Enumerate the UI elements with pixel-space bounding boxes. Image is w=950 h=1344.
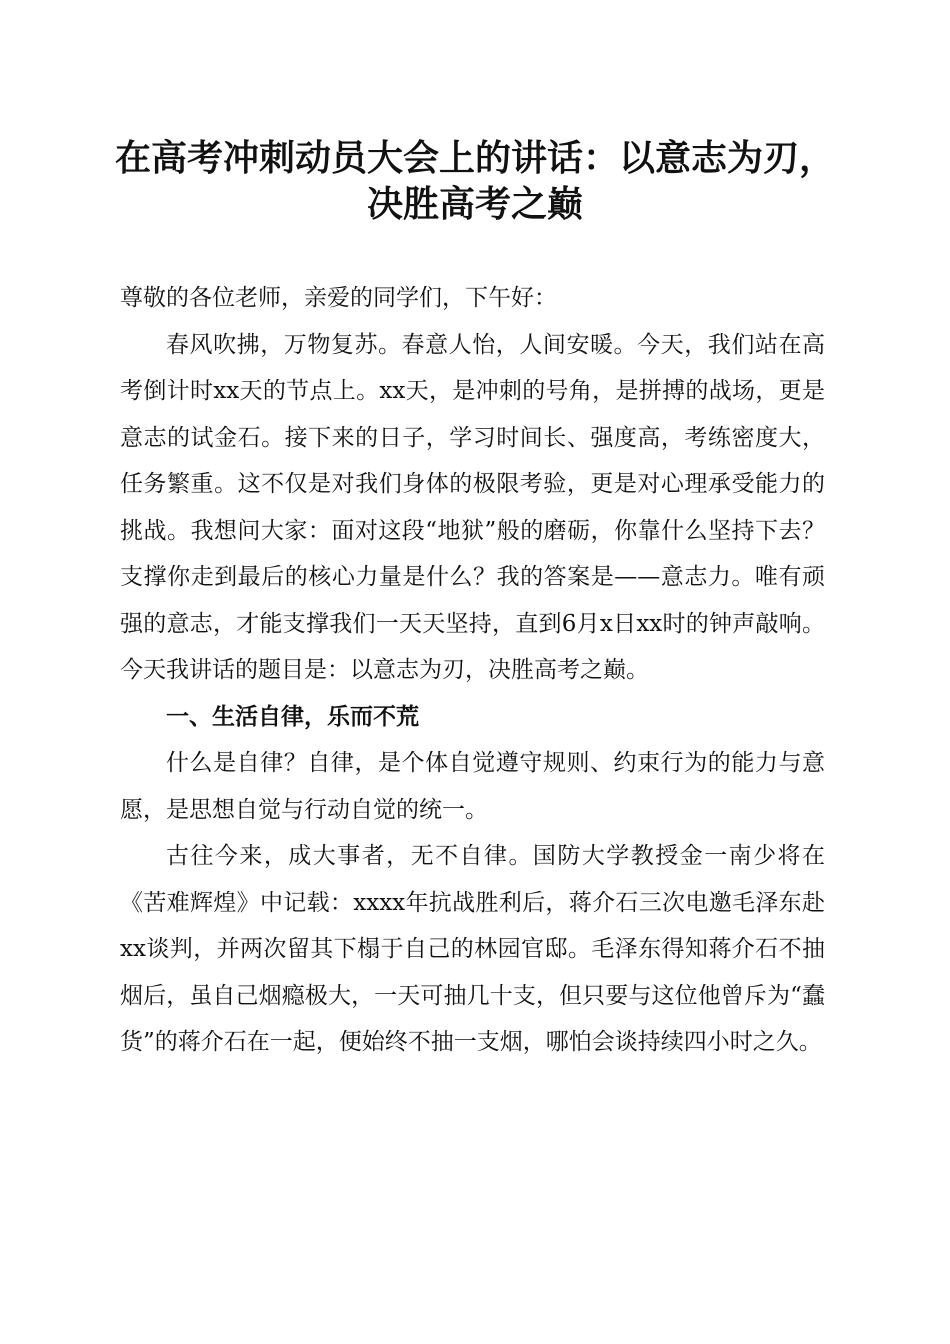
salutation: 尊敬的各位老师，亲爱的同学们，下午好：: [120, 285, 557, 311]
body-paragraph: 古往今来，成大事者，无不自律。国防大学教授金一南少将在《苦难辉煌》中记载：xxxx年抗战胜利后，蒋介石三次电邀毛泽东赴xx谈判，并两次留其下榻于自己的林园官邸。毛泽东得知蒋介石不抽烟后，虽自己烟瘾极大，一天可抽几十支，但只要与这位他曾斥为“蠢货”的蒋介石在一起，便始终不抽一支烟，哪怕会谈持续四小时之久。: [120, 843, 825, 1055]
document-title-line1: 在高考冲刺动员大会上的讲话：以意志为刃，: [114, 137, 835, 179]
intro-paragraph: 春风吹拂，万物复苏。春意人怡，人间安暖。今天，我们站在高考倒计时xx天的节点上。xx天，是冲刺的号角，是拼搏的战场，更是意志的试金石。接下来的日子，学习时间长、强度高，考练密度大，任务繁重。这不仅是对我们身体的极限考验，更是对心理承受能力的挑战。我想问大家：面对这段“地狱”般的磨砺，你靠什么坚持下去？支撑你走到最后的核心力量是什么？我的答案是——意志力。唯有顽强的意志，才能支撑我们一天天坚持，直到6月x日xx时的钟声敲响。今天我讲话的题目是：以意志为刃，决胜高考之巅。: [120, 331, 825, 683]
document-body: [120, 275, 825, 1066]
document-title-line2: 决胜高考之巅: [366, 183, 583, 225]
body-paragraph: 什么是自律？自律，是个体自觉遵守规则、约束行为的能力与意愿，是思想自觉与行动自觉的统一。: [120, 750, 825, 823]
section-heading: 一、生活自律，乐而不荒: [166, 703, 419, 730]
